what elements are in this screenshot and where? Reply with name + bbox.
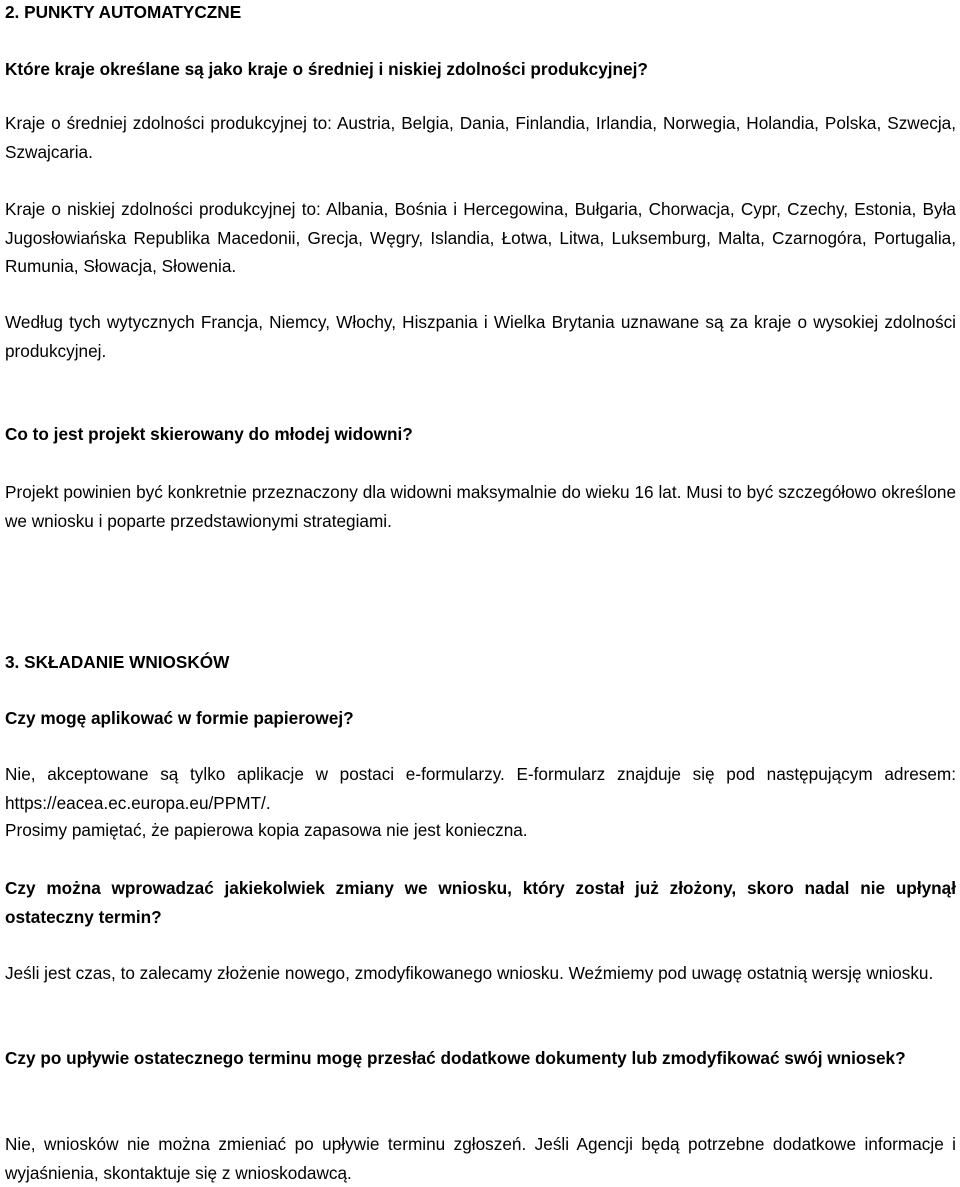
- section-3-answer-2: Jeśli jest czas, to zalecamy złożenie nowego, zmodyfikowanego wniosku. Weźmiemy pod uwagę ostatnią wersję wniosku.: [5, 963, 934, 983]
- section-2-answer-1-paragraph-1: Kraje o średniej zdolności produkcyjnej to: Austria, Belgia, Dania, Finlandia, Irlandia, Norwegia, Holandia, Polska, Szwecja, Szwajcaria.: [5, 113, 956, 162]
- section-2-answer-1-paragraph-2: Kraje o niskiej zdolności produkcyjnej to: Albania, Bośnia i Hercegowina, Bułgaria, Chorwacja, Cypr, Czechy, Estonia, Była Jugosłowiańska Republika Macedonii, Grecja, Węgry, Islandia, Łotwa, Litwa, Luksemburg, Malta, Czarnogóra, Portugalia, Rumunia, Słowacja, Słowenia.: [5, 199, 956, 276]
- section-2-answer-2: Projekt powinien być konkretnie przeznaczony dla widowni maksymalnie do wieku 16 lat. Musi to być szczegółowo określone we wniosku i poparte przedstawionymi strategiami.: [5, 482, 956, 531]
- section-2-heading: 2. PUNKTY AUTOMATYCZNE: [5, 2, 242, 22]
- section-3-question-1: Czy mogę aplikować w formie papierowej?: [5, 708, 354, 728]
- section-3-answer-1-paragraph-1: Nie, akceptowane są tylko aplikacje w postaci e-formularzy. E-formularz znajduje się pod następującym adresem: https://eacea.ec.europa.eu/PPMT/.: [5, 764, 956, 813]
- section-2-question-1: Które kraje określane są jako kraje o średniej i niskiej zdolności produkcyjnej?: [5, 59, 648, 79]
- section-3-question-2: Czy można wprowadzać jakiekolwiek zmiany we wniosku, który został już złożony, skoro nadal nie upłynął ostateczny termin?: [5, 878, 956, 927]
- section-2-question-2: Co to jest projekt skierowany do młodej widowni?: [5, 424, 413, 444]
- section-2-answer-1-paragraph-3: Według tych wytycznych Francja, Niemcy, Włochy, Hiszpania i Wielka Brytania uznawane są za kraje o wysokiej zdolności produkcyjnej.: [5, 312, 956, 361]
- section-3-question-3: Czy po upływie ostatecznego terminu mogę przesłać dodatkowe dokumenty lub zmodyfikować swój wniosek?: [5, 1048, 906, 1068]
- section-3-answer-1-paragraph-2: Prosimy pamiętać, że papierowa kopia zapasowa nie jest konieczna.: [5, 820, 528, 840]
- section-3-answer-3: Nie, wniosków nie można zmieniać po upływie terminu zgłoszeń. Jeśli Agencji będą potrzebne dodatkowe informacje i wyjaśnienia, skontaktuje się z wnioskodawcą.: [5, 1134, 956, 1183]
- section-3-heading: 3. SKŁADANIE WNIOSKÓW: [5, 652, 230, 672]
